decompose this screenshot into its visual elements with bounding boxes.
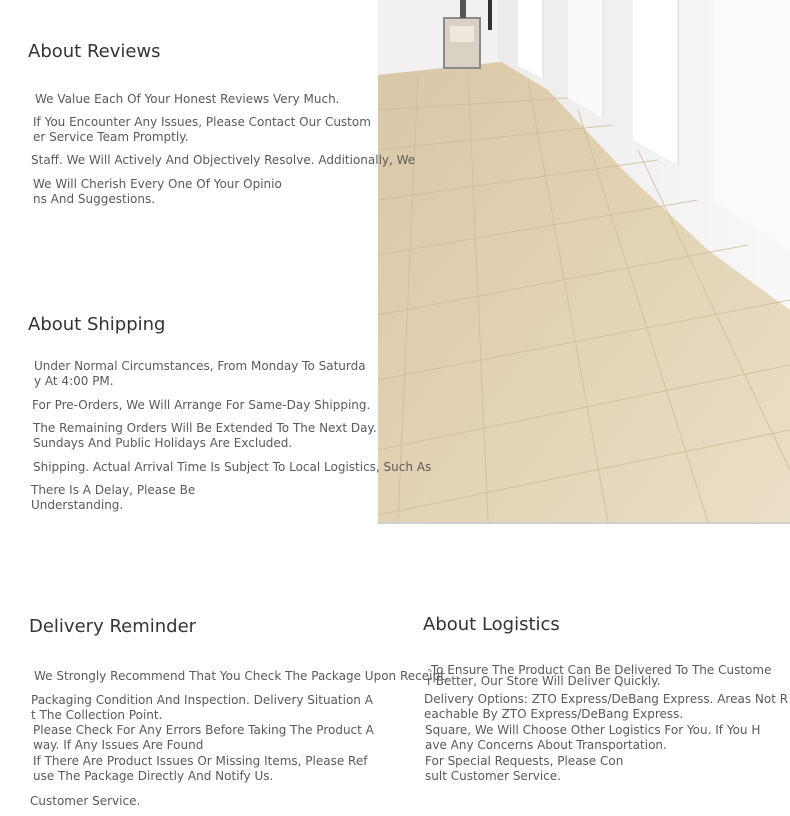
logistics-line: ·To Ensure The Product Can Be Delivered To The Custome r Better, Our Store Will Deliver Quickly. — [427, 663, 772, 688]
reviews-line: We Will Cherish Every One Of Your Opinio ns And Suggestions. — [33, 177, 282, 206]
logistics-line: For Special Requests, Please Con sult Customer Service. — [425, 754, 624, 783]
reviews-line: If You Encounter Any Issues, Please Contact Our Custom er Service Team Promptly. — [33, 115, 371, 144]
shipping-line: Under Normal Circumstances, From Monday To Saturda y At 4:00 PM. — [34, 359, 366, 388]
delivery-line: Please Check For Any Errors Before Taking The Product A way. If Any Issues Are Found — [33, 723, 374, 752]
delivery-line: Packaging Condition And Inspection. Delivery Situation A t The Collection Point. — [31, 693, 373, 722]
reviews-line: Staff. We Will Actively And Objectively Resolve. Additionally, We — [31, 153, 416, 167]
logistics-title: About Logistics — [423, 614, 560, 635]
logistics-line: Delivery Options: ZTO Express/DeBang Express. Areas Not R eachable By ZTO Express/DeBang Express. — [424, 692, 789, 721]
shipping-line: There Is A Delay, Please Be Understanding. — [31, 483, 196, 512]
reviews-title: About Reviews — [28, 41, 161, 62]
shipping-line: The Remaining Orders Will Be Extended To The Next Day. Sundays And Public Holidays Are Excluded. — [33, 421, 377, 450]
shipping-title: About Shipping — [28, 314, 166, 335]
logistics-line: Square, We Will Choose Other Logistics For You. If You H ave Any Concerns About Transportation. — [425, 723, 761, 752]
shipping-line: Shipping. Actual Arrival Time Is Subject To Local Logistics, Such As — [33, 460, 432, 474]
delivery-line: Customer Service. — [30, 794, 141, 808]
floor-photo — [378, 0, 790, 524]
delivery-line: We Strongly Recommend That You Check The Package Upon Receipt. — [34, 669, 449, 683]
reviews-line: We Value Each Of Your Honest Reviews Very Much. — [35, 92, 340, 106]
shipping-line: For Pre-Orders, We Will Arrange For Same-Day Shipping. — [32, 398, 371, 412]
delivery-line: If There Are Product Issues Or Missing Items, Please Ref use The Package Directly And Notify Us. — [33, 754, 368, 783]
delivery-title: Delivery Reminder — [29, 616, 197, 637]
